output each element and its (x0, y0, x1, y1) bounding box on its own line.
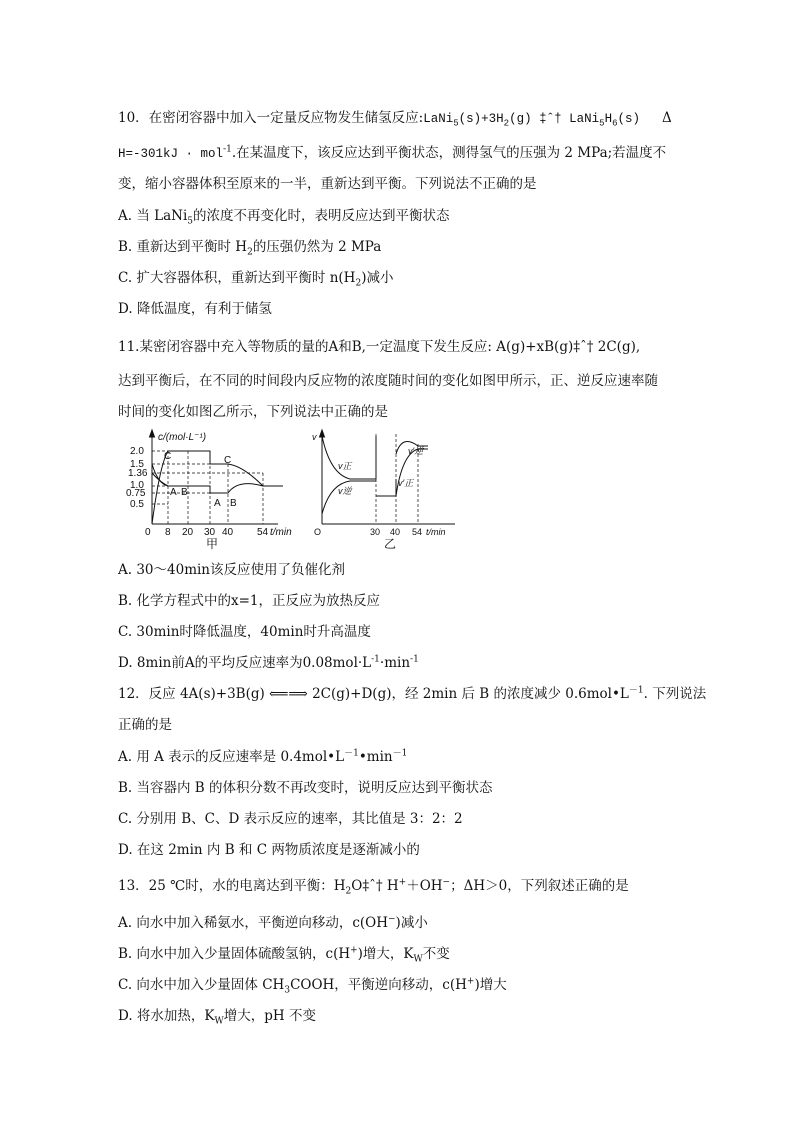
x-tick: 40 (222, 527, 234, 538)
sup: －1 (392, 748, 408, 759)
opt-text: 的浓度不再变化时，表明反应达到平衡状态 (193, 208, 450, 224)
q12-option-b: B. 当容器内 B 的体积分数不再改变时，说明反应达到平衡状态 (118, 780, 493, 796)
y-tick: 0.75 (126, 488, 146, 499)
curve-label: B (230, 498, 237, 509)
eq-sub: 2 (503, 118, 510, 129)
q10-option-b (118, 237, 381, 257)
figure-caption: 乙 (384, 537, 397, 551)
eq-part: (s)+3H (458, 112, 504, 126)
opt-text: )减小 (361, 270, 394, 286)
eq-sub: 5 (599, 118, 605, 129)
x-tick: 30 (370, 527, 381, 537)
q10-stem-line3: 变，缩小容器体积至原来的一半，重新达到平衡。下列说法不正确的是 (118, 176, 537, 192)
q11-stem-line3: 时间的变化如图乙所示，下列说法中正确的是 (118, 404, 388, 420)
x-axis-unit: t/min (270, 527, 292, 538)
x-tick: O (314, 527, 322, 537)
q10-line2-text: .在某温度下，该反应达到平衡状态，测得氢气的压强为 2 MPa;若温度不 (231, 145, 667, 161)
enthalpy: H=-301kJ · mol (118, 147, 224, 161)
x-tick: 0 (145, 527, 151, 538)
sup: －1 (628, 685, 644, 696)
opt-text: C. 扩大容器体积，重新达到平衡时 n(H (118, 270, 356, 286)
y-tick: 1.5 (130, 459, 144, 470)
q12-option-a (118, 747, 407, 767)
q10-option-c (118, 268, 393, 288)
q10-option-d: D. 降低温度，有利于储氢 (118, 301, 272, 317)
curve-label: A (214, 498, 221, 509)
sub: 5 (187, 216, 194, 227)
curve-label: v′正 (398, 478, 414, 488)
q11-option-a: A. 30～40min该反应使用了负催化剂 (118, 562, 346, 578)
opt-text: B. 向水中加入少量固体硫酸氢钠，c(H (118, 946, 351, 962)
figure-jia (118, 424, 298, 556)
eq-sub: 5 (453, 118, 459, 129)
sup: －1 (344, 748, 359, 759)
figure-caption: 甲 (206, 537, 219, 551)
q10-stem-line1 (118, 108, 640, 129)
q11-stem-line2: 达到平衡后，在不同的时间段内反应物的浓度随时间的变化如图甲所示，正、逆反应速率随 (118, 373, 658, 389)
x-axis-unit: t/min (426, 527, 446, 537)
q13-stem (118, 876, 629, 896)
y-tick: 1.0 (130, 480, 144, 491)
opt-text: )增大 (474, 977, 507, 993)
opt-text: A. 当 LaNi (118, 208, 188, 224)
q10-delta: Δ (662, 110, 672, 126)
v-forward-prime-curve (396, 449, 428, 496)
q11-option-b: B. 化学方程式中的x=1，正反应为放热反应 (118, 593, 381, 609)
q10-stem-line2 (118, 143, 666, 164)
x-tick: 54 (257, 527, 269, 538)
opt-text: ·min (379, 655, 411, 671)
eq-part: H (604, 112, 613, 126)
sub: W (413, 954, 423, 965)
curve-label: C (164, 451, 172, 462)
opt-text: C. 向水中加入少量固体 CH (118, 977, 285, 993)
eq-part: LaNi (569, 112, 600, 126)
sup: -1 (371, 654, 380, 665)
opt-text: D. 将水加热，K (118, 1008, 215, 1024)
q13-stem-text: 13．25 ℃时，水的电离达到平衡：H (118, 878, 346, 894)
equilibrium-arrow: ‡ˆ† (539, 112, 562, 126)
sub: 2 (355, 278, 362, 289)
x-tick: 40 (390, 527, 401, 537)
sub: 2 (345, 886, 352, 897)
y-axis-label: v (312, 432, 317, 442)
opt-text: )增大，K (357, 946, 414, 962)
sub: W (214, 1016, 224, 1027)
figure-yi (310, 424, 470, 556)
y-axis-label: c/(mol·L⁻¹) (158, 432, 207, 443)
q13-option-d (118, 1006, 316, 1026)
q12-stem-text: . 下列说法 (643, 686, 707, 702)
eq-sub: 6 (612, 118, 618, 129)
sup: − (442, 877, 451, 888)
y-tick: 1.36 (128, 468, 148, 479)
curve-label: v′逆 (408, 446, 424, 456)
q10-option-a (118, 206, 450, 226)
q12-stem-line2: 正确的是 (118, 717, 172, 733)
q13-stem-text: ＋OH (406, 878, 443, 894)
sub: 2 (247, 247, 253, 258)
curve-label: C (224, 455, 232, 466)
q11-stem-line1 (118, 337, 640, 357)
equilibrium-arrow: ⟸⟹ (269, 686, 308, 702)
q12-stem-text: 2C(g)+D(g)，经 2min 后 B 的浓度减少 0.6mol•L (307, 686, 629, 702)
q11-stem-text: 11.某密闭容器中充入等物质的量的A和B,一定温度下发生反应: (118, 339, 492, 355)
curve-label: A (170, 487, 177, 498)
x-tick: 20 (182, 527, 194, 538)
opt-text: 增大，pH 不变 (223, 1008, 316, 1024)
y-tick: 2.0 (130, 446, 144, 457)
q11-option-d (118, 653, 419, 673)
eq-part: LaNi (423, 112, 454, 126)
x-tick: 8 (165, 527, 171, 538)
q13-option-b (118, 944, 450, 964)
opt-text: D. 8min前A的平均反应速率为0.08mol·L (118, 655, 372, 671)
q11-option-c: C. 30min时降低温度，40min时升高温度 (118, 624, 371, 640)
sup: + (398, 877, 407, 888)
q13-option-a (118, 913, 428, 933)
sup: − (388, 914, 396, 925)
sub: 3 (284, 985, 291, 996)
x-tick: 54 (412, 527, 423, 537)
eq-part: (g) (509, 112, 532, 126)
q13-stem-text: O‡ˆ† H (351, 878, 399, 894)
eq-part: (s) (617, 112, 640, 126)
opt-text: 的压强仍然为 2 MPa (252, 239, 382, 255)
q12-stem-line1 (118, 684, 706, 704)
curve-label: v逆 (338, 486, 352, 496)
y-tick: 0.5 (130, 499, 144, 510)
q10-stem-text: 10．在密闭容器中加入一定量反应物发生储氢反应: (118, 110, 424, 126)
opt-text: 不变 (422, 946, 450, 962)
sup: -1 (223, 144, 232, 155)
sup: -1 (410, 654, 419, 665)
opt-text: )减小 (395, 915, 428, 931)
curve-ab (152, 464, 263, 493)
q12-option-c: C. 分别用 B、C、D 表示反应的速率，其比值是 3：2：2 (118, 811, 463, 827)
opt-text: •min (358, 749, 393, 765)
x-tick: 30 (204, 527, 216, 538)
y-axis-arrow-icon (320, 430, 325, 437)
opt-text: COOH，平衡逆向移动，c(H (290, 977, 467, 993)
sup: + (350, 945, 358, 956)
v-forward-curve (322, 436, 396, 496)
q11-equation: A(g)+xB(g)‡ˆ† 2C(g), (496, 339, 641, 355)
y-axis-arrow-icon (150, 430, 155, 437)
opt-text: A. 向水中加入稀氨水，平衡逆向移动，c(OH (118, 915, 388, 931)
opt-text: B. 重新达到平衡时 H (118, 239, 248, 255)
curve-label: B (181, 487, 188, 498)
q12-stem-text: 12．反应 4A(s)+3B(g) (118, 686, 270, 702)
opt-text: A. 用 A 表示的反应速率是 0.4mol•L (118, 749, 345, 765)
sup: + (466, 976, 475, 987)
q13-stem-text: ；ΔH＞0，下列叙述正确的是 (450, 878, 629, 894)
q12-option-d: D. 在这 2min 内 B 和 C 两物质浓度是逐渐减小的 (118, 842, 420, 858)
curve-label: v正 (338, 461, 352, 471)
q13-option-c (118, 975, 507, 995)
